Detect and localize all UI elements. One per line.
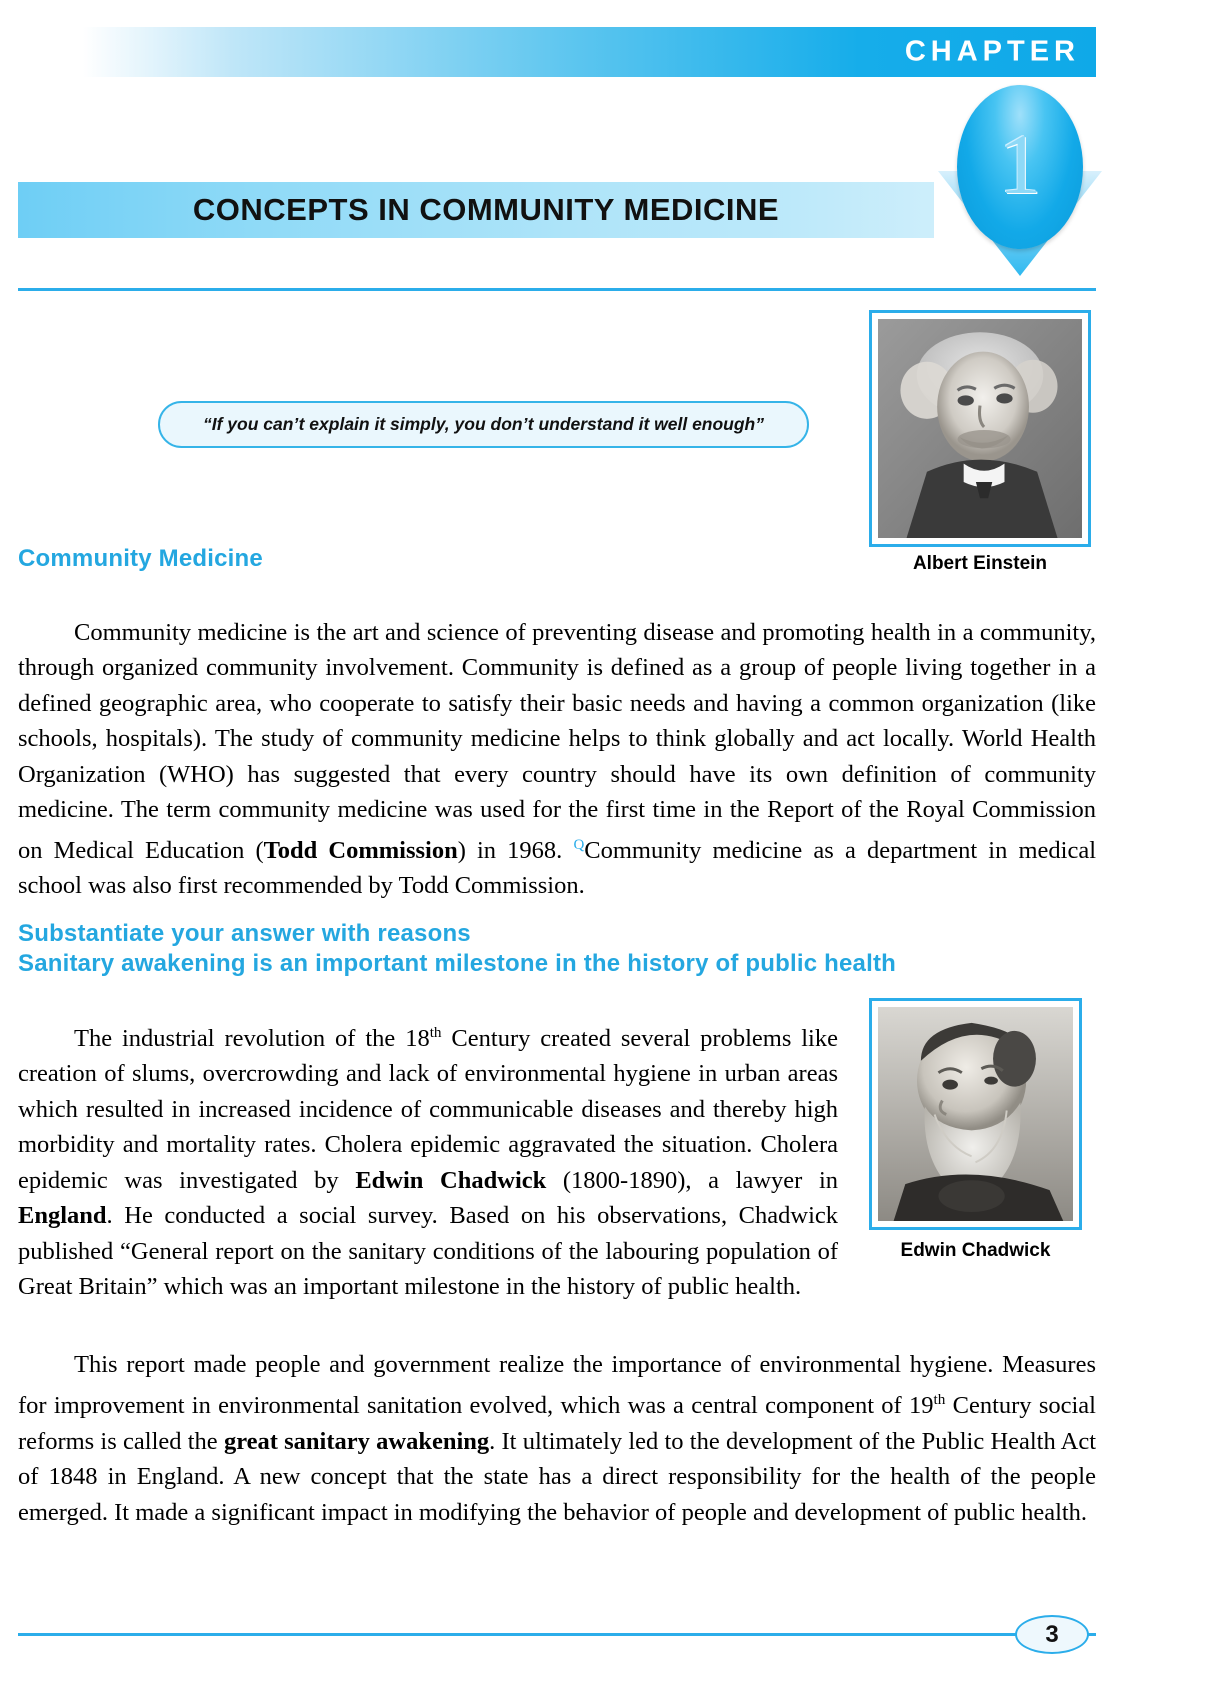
einstein-caption: Albert Einstein <box>912 553 1048 574</box>
para2-superscript-th: th <box>429 1023 442 1041</box>
chadwick-caption: Edwin Chadwick <box>900 1240 1051 1261</box>
para3-superscript-th: th <box>933 1391 946 1408</box>
para3-text-a: This report made people and government realize the importance of environmental hygiene. Measures for improvement in environmental sanitation evolved, which was a central component of 19 <box>18 1350 1096 1420</box>
einstein-portrait-frame <box>869 310 1091 547</box>
para3-text-b: Century social reforms is called the <box>18 1392 1096 1455</box>
page-title: CONCEPTS IN COMMUNITY MEDICINE <box>192 192 780 227</box>
para1-bold-todd-commission: Todd Commission <box>263 836 458 864</box>
para2-text-a: The industrial revolution of the 18 <box>74 1024 430 1052</box>
para2-bold-edwin-chadwick: Edwin Chadwick <box>355 1166 547 1194</box>
para2-text-c: (1800-1890), a lawyer in <box>546 1166 838 1194</box>
para2-text-d: . He conducted a social survey. Based on his observations, Chadwick published “General report on the sanitary conditions of the labouring population of Great Britain” which was an important milestone in the history of public health. <box>18 1202 838 1301</box>
para1-text-c: Community medicine as a department in medical school was also first recommended by Todd Commission. <box>18 836 1097 900</box>
badge-oval-shape <box>957 85 1083 249</box>
section-heading-community-medicine: Community Medicine <box>18 545 263 572</box>
section-heading-sanitary-awakening: Sanitary awakening is an important milestone in the history of public health <box>18 950 897 977</box>
section-heading-substantiate: Substantiate your answer with reasons <box>18 920 471 947</box>
para1-text-b: ) in 1968. <box>457 836 574 864</box>
page-number-badge: 3 <box>1015 1615 1089 1654</box>
bottom-divider <box>18 1633 1096 1636</box>
para2-text-b: Century created several problems like creation of slums, overcrowding and lack of environmental hygiene in urban areas which resulted in increased incidence of communicable diseases and thereby high morbidity and mortality rates. Cholera epidemic aggravated the situation. Cholera epidemic was investigated by <box>18 1024 838 1194</box>
chapter-number: 1 <box>998 116 1042 212</box>
chapter-label: CHAPTER <box>904 35 1080 68</box>
chapter-number-badge <box>930 85 1110 285</box>
para3-bold-great-sanitary-awakening: great sanitary awakening <box>223 1427 490 1455</box>
paragraph-industrial-revolution <box>18 1015 838 1305</box>
question-marker-icon: Q <box>573 836 585 853</box>
para3-text-c: . It ultimately led to the development of the Public Health Act of 1848 in England. A new concept that the state has a direct responsibility for the health of the people emerged. It made a significant impact in modifying the behavior of people and development of public health. <box>18 1427 1097 1526</box>
paragraph-community-medicine <box>18 615 1096 904</box>
chapter-header-bar <box>18 27 1096 77</box>
top-divider <box>18 288 1096 291</box>
chadwick-portrait-frame <box>869 998 1082 1230</box>
paragraph-sanitary-awakening <box>18 1347 1096 1531</box>
para1-text-a: Community medicine is the art and science of preventing disease and promoting health in a community, through organized community involvement. Community is defined as a group of people living together in a defined geographic area, who cooperate to satisfy their basic needs and having a common organization (like schools, hospitals). The study of community medicine helps to think globally and act locally. World Health Organization (WHO) has suggested that every country should have its own definition of community medicine. The term community medicine was used for the first time in the Report of the Royal Commission on Medical Education ( <box>18 618 1096 864</box>
para2-bold-england: England <box>18 1202 107 1230</box>
einstein-portrait-image <box>878 319 1082 538</box>
quote-bubble <box>158 401 809 448</box>
quote-text: “If you can’t explain it simply, you don’t understand it well enough” <box>203 414 764 434</box>
chadwick-portrait-image <box>878 1007 1073 1221</box>
chapter-title-band <box>18 182 934 238</box>
